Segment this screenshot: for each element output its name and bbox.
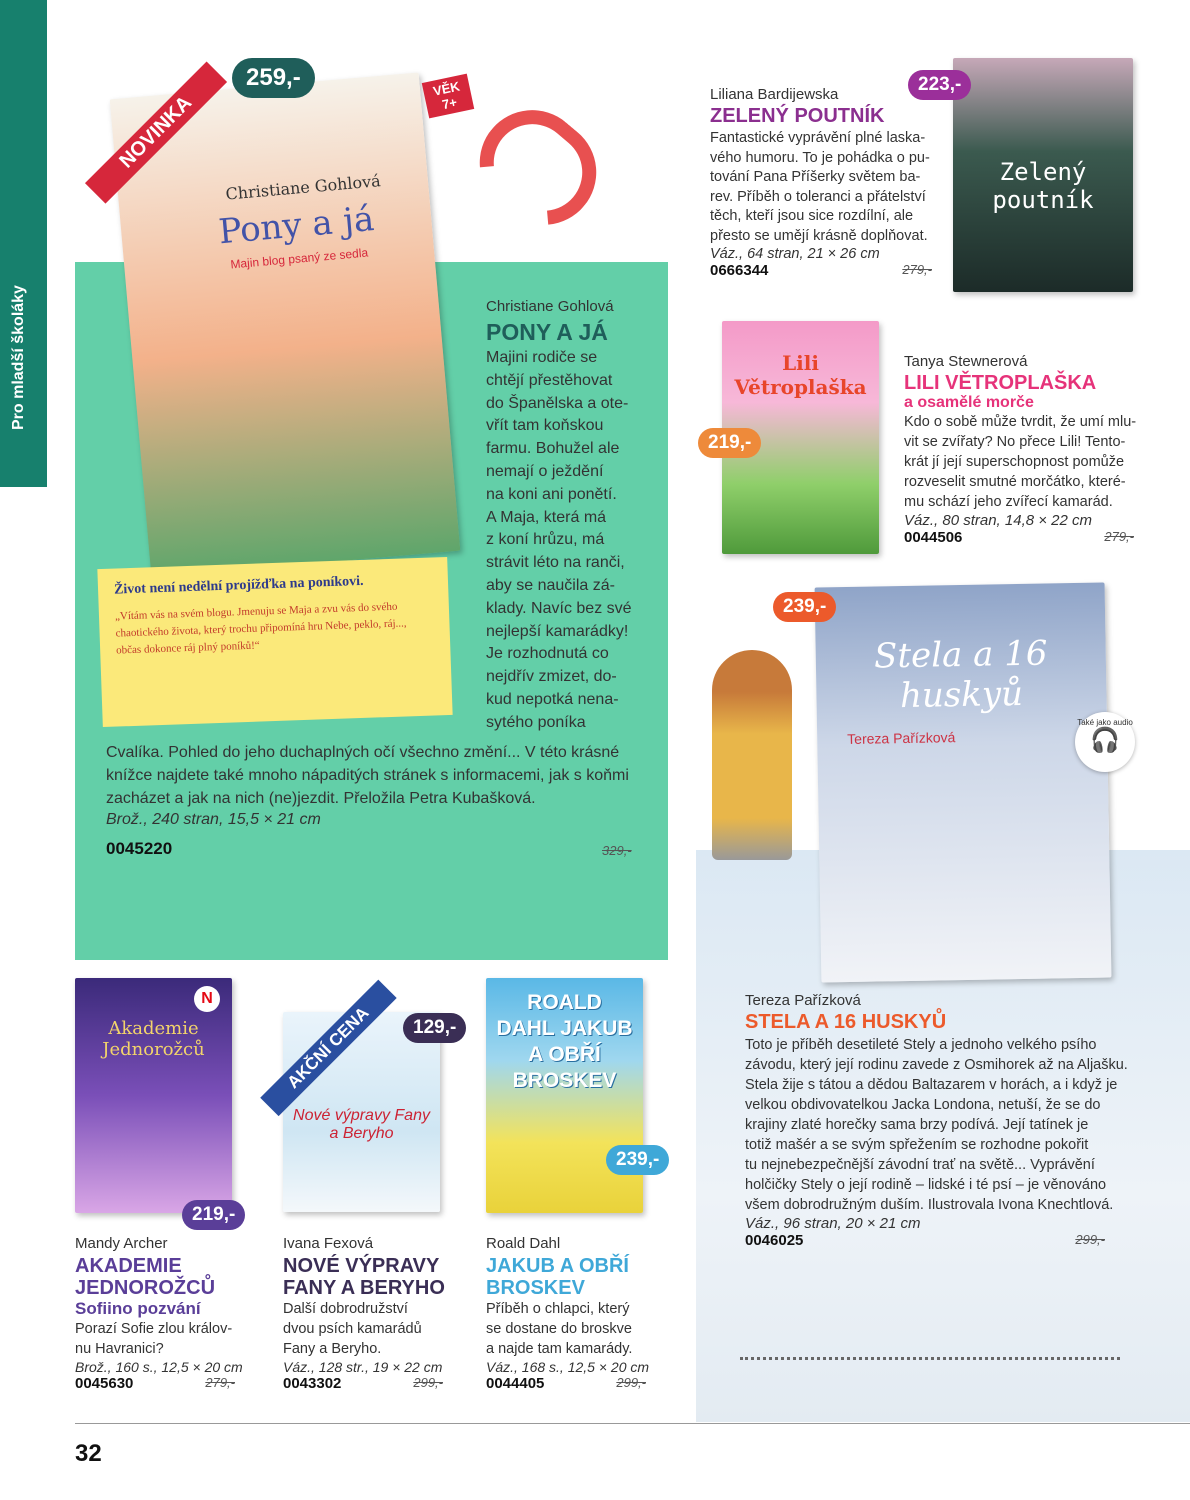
book-spec: Váz., 128 str., 19 × 22 cm [283, 1359, 443, 1375]
description-line: dvou psích kamarádů [283, 1321, 422, 1337]
price-badge: 239,- [773, 592, 836, 622]
description-line: vit se zvířaty? No přece Lili! Tento- [904, 434, 1126, 450]
book-spec: Váz., 80 stran, 14,8 × 22 cm [904, 512, 1093, 529]
book-spec: Váz., 64 stran, 21 × 26 cm [710, 246, 880, 262]
book-title[interactable]: JAKUB A OBŘÍ [486, 1255, 629, 1277]
book-code[interactable]: 0666344 [710, 262, 769, 279]
horseshoe-icon [458, 89, 617, 247]
book-info-akademie [75, 1235, 265, 1392]
description-line: Stela žije s tátou a dědou Baltazarem v horách, a i když je [745, 1077, 1118, 1093]
book-description [486, 347, 666, 735]
book-author: Liliana Bardijewska [710, 86, 839, 103]
description-line: holčičky Stely o její rodině – lidské i té psí – je věnováno [745, 1177, 1107, 1193]
book-title-line2[interactable]: FANY A BERYHO [283, 1277, 445, 1299]
old-price: 299,- [413, 1375, 443, 1390]
page-number: 32 [75, 1440, 102, 1467]
book-title[interactable]: AKADEMIE [75, 1255, 182, 1277]
cover-author: Tereza Pařízková [847, 729, 956, 748]
audio-badge[interactable] [1075, 712, 1135, 772]
price-badge: 219,- [182, 1200, 245, 1230]
book-code[interactable]: 0046025 [745, 1232, 804, 1249]
book-subtitle: Sofiino pozvání [75, 1299, 201, 1318]
description-line: přesto se umějí krásně doplňovat. [710, 227, 928, 244]
book-description [486, 1299, 676, 1359]
description-line: vřít tam koňskou [486, 417, 604, 435]
book-title-line2[interactable]: BROSKEV [486, 1277, 585, 1299]
description-line: a najde tam kamarády. [486, 1341, 633, 1357]
description-line: velkou obdivovatelkou Jacka Londona, netuší, že se do [745, 1097, 1101, 1113]
blog-note [97, 557, 452, 727]
book-title-line2[interactable]: JEDNOROŽCŮ [75, 1277, 216, 1299]
description-line: klady. Navíc bez své [486, 599, 632, 617]
book-info-zeleny [710, 86, 946, 279]
section-tab [0, 0, 47, 487]
book-code[interactable]: 0045630 [75, 1375, 134, 1392]
cover-title: Nové výpravy Fany a Beryho [293, 1107, 430, 1142]
dog-sled-illustration [740, 1340, 1120, 1360]
book-title[interactable]: ZELENÝ POUTNÍK [710, 105, 885, 127]
book-cover-pony[interactable] [110, 72, 461, 577]
girl-illustration [712, 650, 792, 860]
book-cover-zeleny[interactable] [953, 58, 1133, 292]
description-line: mu schází jeho zvířecí kamarád. [904, 494, 1113, 510]
old-price: 279,- [1104, 529, 1134, 544]
description-line: vého humoru. To je pohádka o pu- [710, 149, 930, 166]
description-line: aby se naučila zá- [486, 576, 615, 594]
description-line: tu nejnebezpečnější závodní trať na světě... Vyprávění [745, 1157, 1095, 1173]
cover-title: Akademie Jednorožců [102, 1018, 205, 1060]
description-line: knížce najdete také mnoho nápaditých stránek s informacemi, jak s koňmi [106, 766, 629, 784]
description-line: Fany a Beryho. [283, 1341, 382, 1357]
book-author: Tereza Pařízková [745, 992, 861, 1009]
book-info-lili [904, 353, 1144, 546]
description-line: farmu. Bohužel ale [486, 440, 620, 458]
description-line: totiž mašér a se svým spřežením se rozhodne pokořit [745, 1137, 1089, 1153]
description-line: těch, kteří jsou sice rozdílní, ale [710, 208, 914, 224]
novinka-badge: NOVINKA [85, 61, 227, 203]
book-info-jakub [486, 1235, 676, 1392]
book-title[interactable]: LILI VĚTROPLAŠKA [904, 372, 1097, 394]
description-line: Je rozhodnutá co [486, 645, 609, 663]
cover-author: Christiane Gohlová [224, 171, 382, 204]
book-subtitle: a osamělé morče [904, 394, 1034, 411]
description-line: do Španělska a ote- [486, 394, 629, 412]
note-title: Život není nedělní projížďka na poníkovi. [113, 573, 364, 598]
description-line: nu Havranici? [75, 1341, 164, 1357]
book-spec: Váz., 96 stran, 20 × 21 cm [745, 1215, 921, 1232]
book-title[interactable]: NOVÉ VÝPRAVY [283, 1255, 440, 1277]
price-badge: 219,- [698, 428, 761, 458]
cover-title: Zelený poutník [992, 158, 1094, 214]
book-title[interactable]: STELA A 16 HUSKYŮ [745, 1011, 947, 1033]
book-spec: Brož., 160 s., 12,5 × 20 cm [75, 1359, 243, 1375]
description-line: Fantastické vyprávění plné laska- [710, 130, 926, 146]
audio-badge-label: Také jako audio [1077, 718, 1133, 727]
book-author: Roald Dahl [486, 1235, 561, 1252]
description-line: A Maja, která má [486, 508, 607, 526]
book-cover-stela[interactable] [815, 582, 1112, 982]
book-description [904, 412, 1144, 512]
description-line: Majini rodiče se [486, 349, 598, 366]
description-line: zacházet a jak na nich (ne)jezdit. Přeložila Petra Kubašková. [106, 789, 536, 807]
old-price: 299,- [616, 1375, 646, 1390]
book-description [710, 129, 946, 246]
age-badge: VĚK 7+ [422, 74, 474, 119]
book-description [283, 1299, 473, 1359]
description-line: nemají o ježdění [486, 462, 604, 480]
price-badge: 129,- [403, 1013, 466, 1043]
price-badge: 223,- [908, 70, 971, 100]
description-line: sytého poníka [486, 713, 586, 731]
headphones-icon: 🎧 [1090, 727, 1120, 754]
book-code[interactable]: 0044506 [904, 529, 963, 546]
netflix-icon: N [194, 986, 220, 1012]
book-cover-jakub[interactable] [486, 978, 643, 1213]
cover-title: Stela a 16 huskyů [873, 633, 1048, 717]
book-cover-akademie[interactable] [75, 978, 232, 1213]
cover-title: Lili Větroplaška [734, 351, 867, 399]
cover-title: ROALD DAHL JAKUB A OBŘÍ BROSKEV [496, 991, 633, 1092]
book-spec: Váz., 168 s., 12,5 × 20 cm [486, 1359, 650, 1375]
description-line: tování Pana Příšerky světem ba- [710, 169, 921, 185]
description-line: Příběh o chlapci, který [486, 1301, 630, 1317]
description-line: Porazí Sofie zlou králov- [75, 1321, 233, 1337]
description-line: na koni ani ponětí. [486, 485, 617, 503]
akcni-cena-badge: AKČNÍ CENA [260, 980, 396, 1116]
book-code[interactable]: 0045220 [106, 839, 173, 858]
description-line: Cvalíka. Pohled do jeho duchaplných očí všechno změní... V této krásné [106, 744, 620, 761]
description-line: se dostane do broskve [486, 1321, 632, 1337]
book-code[interactable]: 0044405 [486, 1375, 545, 1392]
book-author: Mandy Archer [75, 1235, 168, 1252]
description-line: Toto je příběh desetileté Stely a jednoho velkého psího [745, 1037, 1097, 1053]
book-description-cont [106, 742, 666, 810]
cover-title: Pony a já [217, 198, 376, 253]
section-label: Pro mladší školáky [10, 285, 27, 430]
description-line: Další dobrodružství [283, 1301, 408, 1317]
book-title[interactable]: PONY A JÁ [486, 319, 608, 345]
book-info-pony [486, 298, 666, 735]
description-line: všem dobrodružným duším. Ilustrovala Ivona Knechtlová. [745, 1197, 1114, 1213]
description-line: krajiny zlaté horečky sama brzy podívá. Její tatínek je [745, 1117, 1089, 1133]
book-description [75, 1319, 265, 1359]
description-line: nejlepší kamarádky! [486, 622, 629, 640]
description-line: nejdřív zmizet, do- [486, 668, 617, 686]
old-price: 279,- [902, 262, 932, 277]
book-info-stela [745, 992, 1128, 1249]
book-author: Christiane Gohlová [486, 298, 614, 315]
description-line: rozveselit smutné morčátko, které- [904, 474, 1126, 490]
book-author: Ivana Fexová [283, 1235, 374, 1252]
book-code[interactable]: 0043302 [283, 1375, 342, 1392]
description-line: rev. Příběh o toleranci a přátelství [710, 188, 926, 205]
price-badge: 239,- [606, 1145, 669, 1175]
old-price: 279,- [205, 1375, 235, 1390]
book-info-fany [283, 1235, 473, 1392]
note-text: „Vítám vás na svém blogu. Jmenuju se Maja a zvu vás do svého chaotického života, který trochu připomíná hru Nebe, peklo, ráj..., občas dokonce ráj plný poníků!“ [114, 600, 407, 657]
footer-divider [75, 1423, 1190, 1424]
old-price: 299,- [1075, 1232, 1105, 1247]
price-badge: 259,- [232, 58, 315, 98]
description-line: Kdo o sobě může tvrdit, že umí mlu- [904, 414, 1137, 430]
book-spec: Brož., 240 stran, 15,5 × 21 cm [106, 811, 321, 828]
description-line: závodu, který její rodinu zavede z Osmihorek až na Aljašku. [745, 1057, 1128, 1073]
book-description [745, 1035, 1128, 1215]
old-price: 329,- [602, 843, 632, 858]
description-line: chtějí přestěhovat [486, 371, 613, 389]
cover-subtitle: Majin blog psaný ze sedla [229, 245, 369, 272]
description-line: kud nepotká nena- [486, 690, 619, 708]
description-line: krát jí její superschopnost pomůže [904, 454, 1125, 470]
description-line: strávit léto na ranči, [486, 554, 625, 572]
book-author: Tanya Stewnerová [904, 353, 1028, 370]
description-line: z koní hrůzu, má [486, 531, 605, 549]
